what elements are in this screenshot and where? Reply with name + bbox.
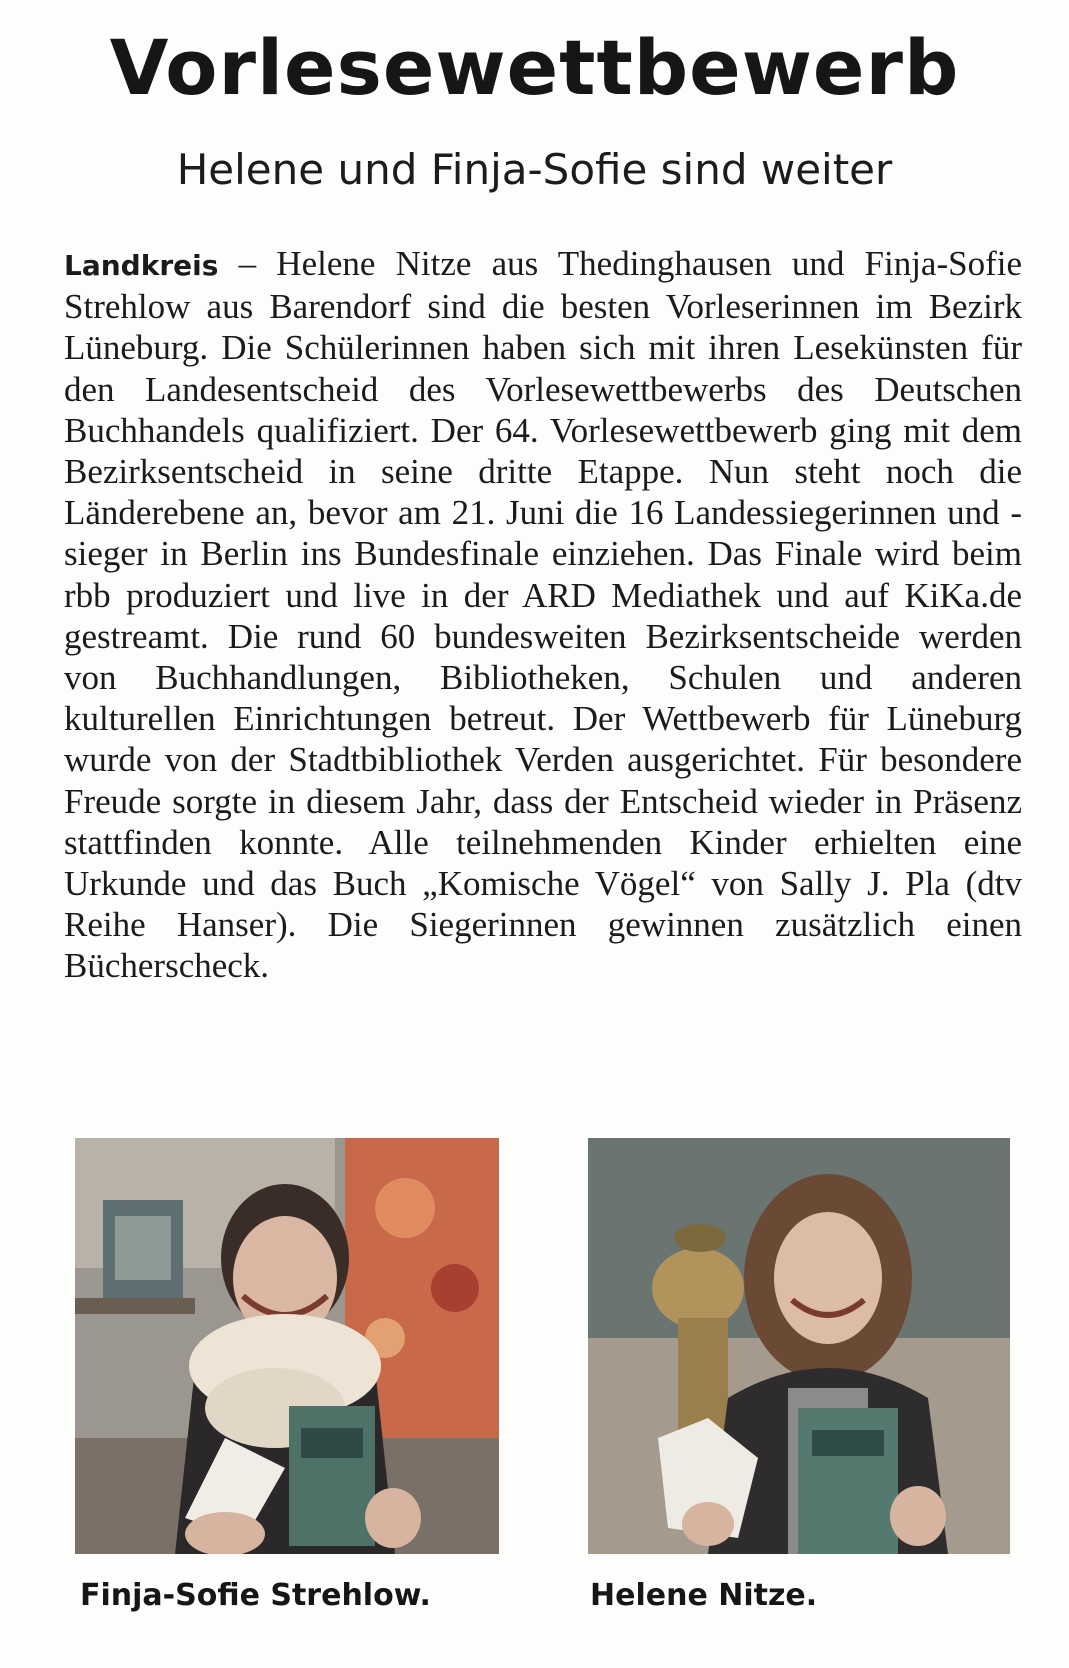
portrait-photo-icon: [75, 1138, 499, 1554]
photo-caption-right: Helene Nitze.: [590, 1578, 818, 1613]
article-body-text: – Helene Nitze aus Thedinghausen und Finja-Sofie Strehlow aus Barendorf sind die besten Vorleserinnen im Bezirk Lüneburg. Die Schülerinnen haben sich mit ihren Lesekünsten für den Landesentscheid des Vorlesewettbewerbs des Deutschen Buchhandels qualifiziert. Der 64. Vorlesewettbewerb ging mit dem Bezirksentscheid in seine dritte Etappe. Nun steht noch die Länderebene an, bevor am 21. Juni die 16 Landessiegerinnen und -sieger in Berlin ins Bundesfinale einziehen. Das Finale wird beim rbb produziert und live in der ARD Mediathek und auf KiKa.de gestreamt. Die rund 60 bundesweiten Bezirksentscheide werden von Buchhandlungen, Bibliotheken, Schulen und anderen kulturellen Einrichtungen betreut. Der Wettbewerb für Lüneburg wurde von der Stadtbibliothek Verden ausgerichtet. Für besondere Freude sorgte in diesem Jahr, dass der Entscheid wieder in Präsenz stattfinden konnte. Alle teilnehmenden Kinder erhielten eine Urkunde und das Buch „Komische Vögel“ von Sally J. Pla (dtv Reihe Hanser). Die Siegerinnen gewinnen zusätzlich einen Bücherscheck.: [64, 244, 1022, 986]
photo-finja-sofie: [75, 1138, 499, 1554]
portrait-photo-icon: [588, 1138, 1010, 1554]
photo-caption-left: Finja-Sofie Strehlow.: [80, 1578, 431, 1613]
headline: Vorlesewettbewerb: [109, 23, 960, 112]
dateline: Landkreis: [64, 249, 219, 282]
photo-helene: [588, 1138, 1010, 1554]
subheadline: Helene und Finja-Sofie sind weiter: [176, 145, 893, 194]
article-body: [64, 243, 1022, 987]
